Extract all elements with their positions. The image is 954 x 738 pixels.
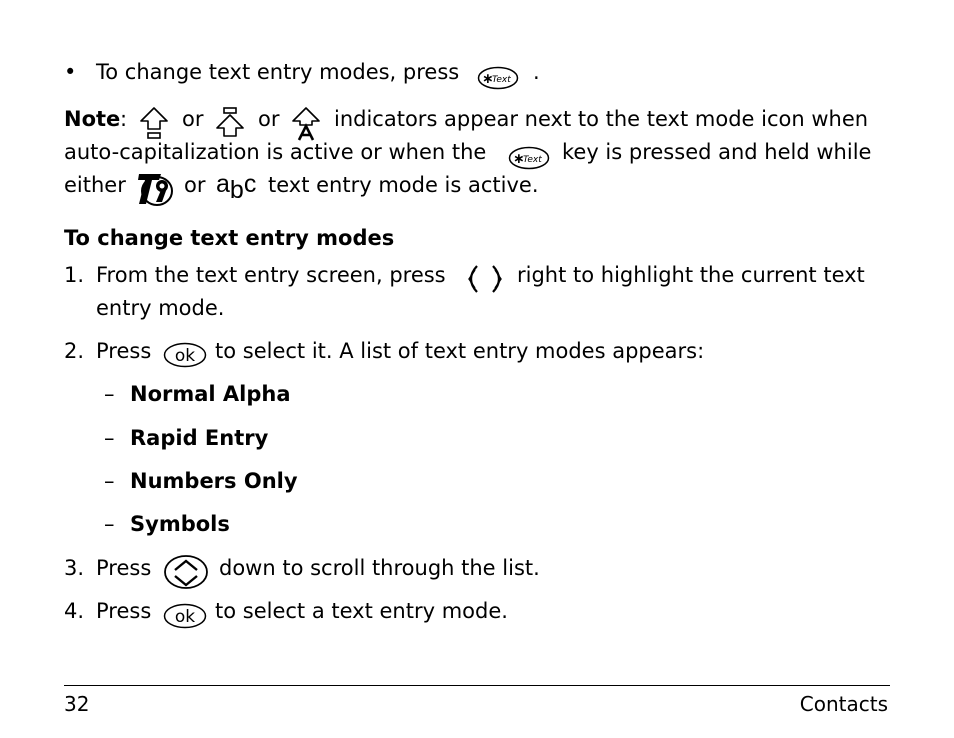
up-down-nav-key-icon <box>163 554 209 590</box>
step-2-number: 2. <box>64 339 85 363</box>
text-key-star: ∗ <box>513 151 525 167</box>
note-line3-or: or <box>184 173 206 197</box>
note-line3-either: either <box>64 173 126 197</box>
abc-b: b <box>229 176 244 204</box>
step-2-text-after: to select it. A list of text entry modes appears: <box>215 339 705 363</box>
ok-key-icon <box>163 603 207 629</box>
step-3-number: 3. <box>64 556 85 580</box>
abc-mode-icon <box>216 170 257 204</box>
ok-key-icon <box>163 342 207 368</box>
mode-dash: – <box>104 512 115 536</box>
step-1-number: 1. <box>64 263 85 287</box>
step-2-text: Press <box>96 339 152 363</box>
step-4-text: Press <box>96 599 152 623</box>
note-colon: : <box>120 107 128 131</box>
note-or-1: or <box>182 107 204 131</box>
mode-item: Numbers Only <box>130 469 298 493</box>
note-line2-text: auto-capitalization is active or when the <box>64 140 487 164</box>
bullet: • <box>64 60 77 84</box>
mode-item: Rapid Entry <box>130 426 269 450</box>
footer-rule <box>64 685 890 686</box>
bullet-period: . <box>533 60 540 84</box>
shift-up-arrow-icon <box>139 106 169 140</box>
text-key-label: Text <box>523 155 542 165</box>
text-key-star: ∗ <box>482 71 494 87</box>
text-key-icon <box>477 66 519 90</box>
step-4-number: 4. <box>64 599 85 623</box>
note-line3-text: text entry mode is active. <box>268 173 539 197</box>
mode-dash: – <box>104 426 115 450</box>
note-label: Note <box>64 107 121 131</box>
ok-key-label: ok <box>174 607 196 627</box>
step-1-continuation: entry mode. <box>96 296 225 320</box>
bullet-text: To change text entry modes, press <box>96 60 460 84</box>
abc-c: c <box>243 170 257 198</box>
mode-item: Normal Alpha <box>130 382 291 406</box>
shift-a-arrow-icon <box>290 106 322 142</box>
section-heading: To change text entry modes <box>64 226 395 250</box>
mode-item: Symbols <box>130 512 230 536</box>
step-4-text-after: to select a text entry mode. <box>215 599 508 623</box>
mode-dash: – <box>104 382 115 406</box>
text-key-icon <box>508 146 550 170</box>
step-1-text-after: right to highlight the current text <box>517 263 865 287</box>
left-right-nav-key-icon <box>463 264 507 294</box>
t9-icon <box>137 170 175 208</box>
text-key-label: Text <box>492 75 511 85</box>
ok-key-label: ok <box>174 346 196 366</box>
note-or-2: or <box>258 107 280 131</box>
step-1-text: From the text entry screen, press <box>96 263 446 287</box>
page-number: 32 <box>64 692 90 716</box>
caps-lock-arrow-icon <box>215 106 245 140</box>
abc-a: a <box>216 170 230 198</box>
mode-dash: – <box>104 469 115 493</box>
note-line2-after: key is pressed and held while <box>562 140 872 164</box>
section-name: Contacts <box>799 692 888 716</box>
step-3-text-after: down to scroll through the list. <box>219 556 540 580</box>
note-line1-text: indicators appear next to the text mode icon when <box>334 107 869 131</box>
step-3-text: Press <box>96 556 152 580</box>
